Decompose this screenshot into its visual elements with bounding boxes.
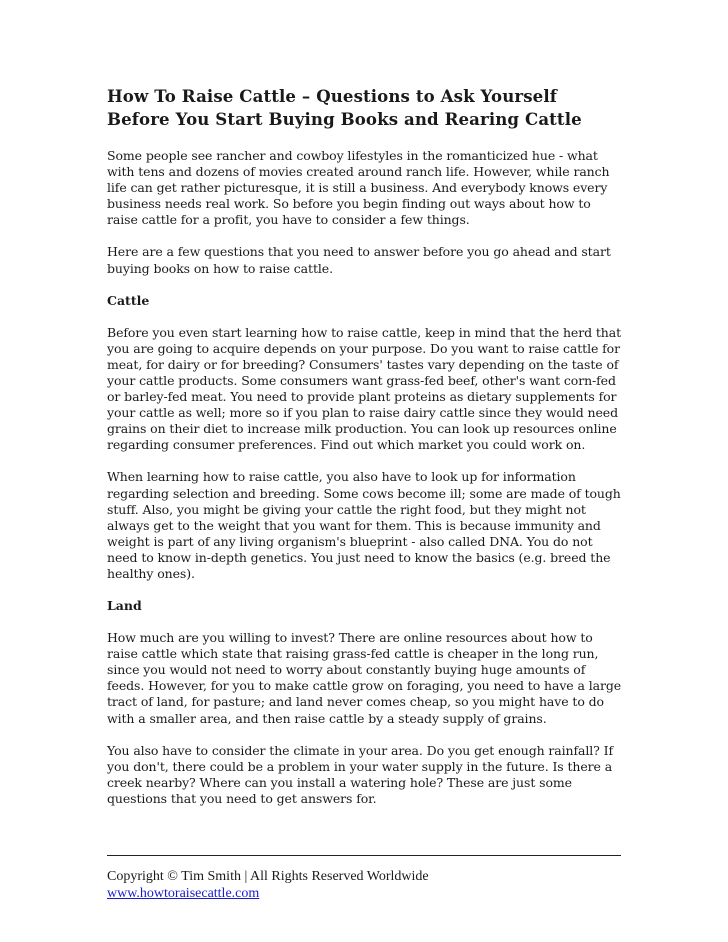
footer-divider [107, 855, 621, 856]
footer-copyright: Copyright © Tim Smith | All Rights Reserved Worldwide [107, 869, 429, 884]
section-heading-land: Land [107, 598, 142, 614]
document-body [107, 85, 622, 807]
cattle-paragraph-2: When learning how to raise cattle, you also have to look up for information regarding selection and breeding. Some cows become ill; some are made of tough stuff. Also, you might be giving your cattle the right food, but they might not always get to the weight that you want for them. This is because immunity and weight is part of any living organism's blueprint - also called DNA. You do not need to know in-depth genetics. You just need to know the basics (e.g. breed the healthy ones). [107, 469, 621, 581]
cattle-paragraph-1: Before you even start learning how to raise cattle, keep in mind that the herd that you are going to acquire depends on your purpose. Do you want to raise cattle for meat, for dairy or for breeding? Consumers' tastes vary depending on the taste of your cattle products. Some consumers want grass-fed beef, other's want corn-fed or barley-fed meat. You need to provide plant proteins as dietary supplements for your cattle as well; more so if you plan to raise dairy cattle since they would need grains on their diet to increase milk production. You can look up resources online regarding consumer preferences. Find out which market you could work on. [107, 324, 622, 453]
footer-website-link[interactable]: www.howtoraisecattle.com [107, 886, 260, 901]
article-title: How To Raise Cattle – Questions to Ask Yourself Before You Start Buying Books and Rearing Cattle [107, 86, 582, 129]
page-footer [107, 855, 621, 902]
land-paragraph-2: You also have to consider the climate in your area. Do you get enough rainfall? If you don't, there could be a problem in your water supply in the future. Is there a creek nearby? Where can you install a watering hole? These are just some questions that you need to get answers for. [107, 742, 614, 806]
section-heading-cattle: Cattle [107, 292, 150, 308]
land-paragraph-1: How much are you willing to invest? There are online resources about how to raise cattle which state that raising grass-fed cattle is cheaper in the long run, since you would not need to worry about constantly buying huge amounts of feeds. However, for you to make cattle grow on foraging, you need to have a large tract of land, for pasture; and land never comes cheap, so you might have to do with a smaller area, and then raise cattle by a steady supply of grains. [107, 630, 622, 726]
intro-paragraph: Some people see rancher and cowboy lifestyles in the romanticized hue - what with tens and dozens of movies created around ranch life. However, while ranch life can get rather picturesque, it is still a business. And everybody knows every business needs real work. So before you begin finding out ways about how to raise cattle for a profit, you have to consider a few things. [107, 148, 610, 228]
questions-intro-paragraph: Here are a few questions that you need to answer before you go ahead and start buying books on how to raise cattle. [107, 244, 611, 276]
